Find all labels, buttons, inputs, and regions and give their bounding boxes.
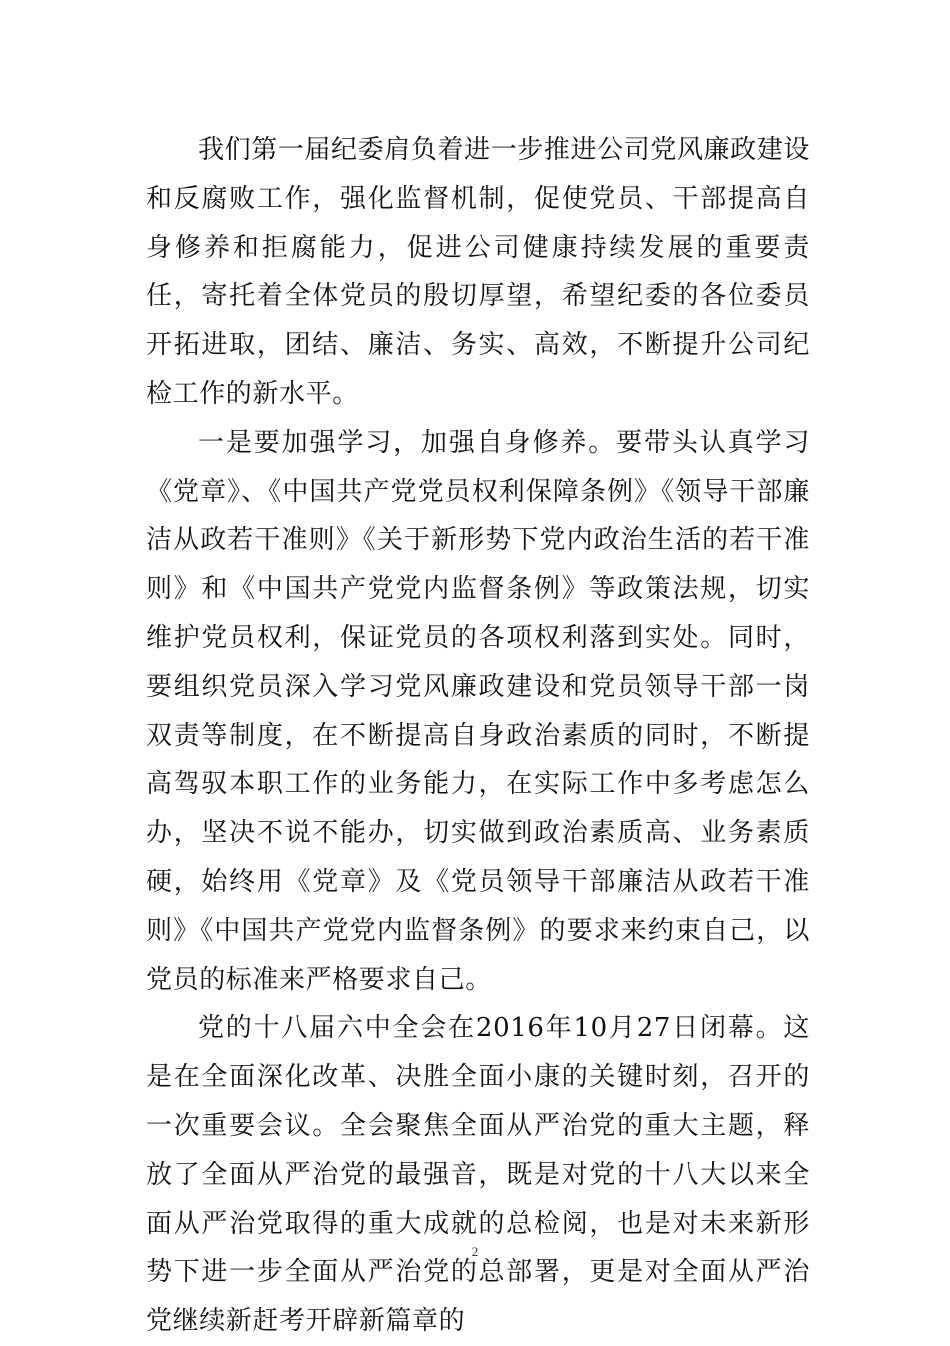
paragraph-1: 我们第一届纪委肩负着进一步推进公司党风廉政建设和反腐败工作，强化监督机制，促使党员、干部提高自身修养和拒腐能力，促进公司健康持续发展的重要责任，寄托着全体党员的殷切厚望，希望纪委的各位委员开拓进取，团结、廉洁、务实、高效，不断提升公司纪检工作的新水平。 [146, 135, 810, 409]
paragraph-3: 党的十八届六中全会在2016年10月27日闭幕。这是在全面深化改革、决胜全面小康的关键时刻，召开的一次重要会议。全会聚焦全面从严治党的重大主题，释放了全面从严治党的最强音，既是对党的十八大以来全面从严治党取得的重大成就的总检阅，也是对未来新形势下进一步全面从严治党的总部署，更是对全面从严治党继续新赶考开辟新篇章的 [146, 1013, 810, 1337]
paragraph-2: 一是要加强学习，加强自身修养。要带头认真学习《党章》、《中国共产党党员权利保障条例》《领导干部廉洁从政若干准则》《关于新形势下党内政治生活的若干准则》和《中国共产党党内监督条例》等政策法规，切实维护党员权利，保证党员的各项权利落到实处。同时，要组织党员深入学习党风廉政建设和党员领导干部一岗双责等制度，在不断提高自身政治素质的同时，不断提高驾驭本职工作的业务能力，在实际工作中多考虑怎么办，坚决不说不能办，切实做到政治素质高、业务素质硬，始终用《党章》及《党员领导干部廉洁从政若干准则》《中国共产党党内监督条例》的要求来约束自己，以党员的标准来严格要求自己。 [146, 427, 810, 995]
page-number: 2 [471, 1244, 479, 1259]
body-text [146, 126, 810, 1346]
